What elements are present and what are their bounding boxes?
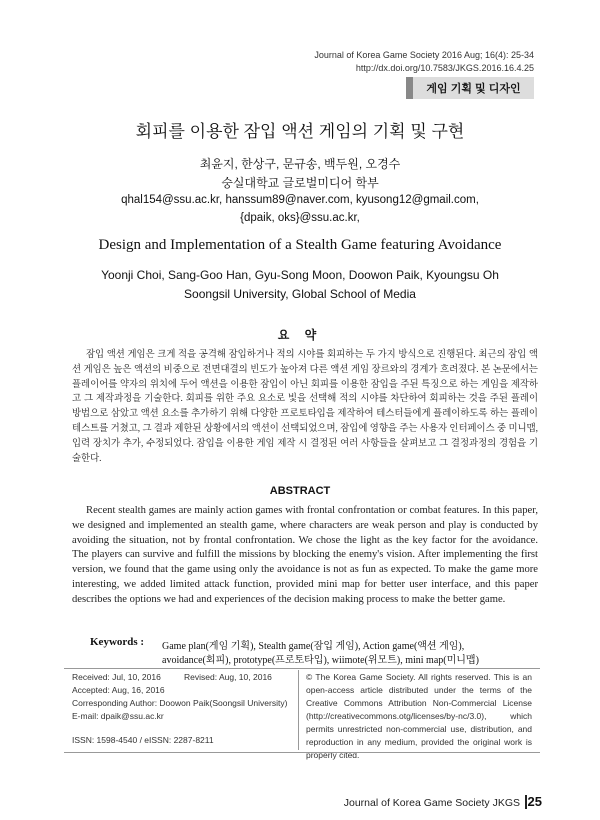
category-label: 게임 기획 및 디자인 xyxy=(413,77,534,99)
authors-english: Yoonji Choi, Sang-Goo Han, Gyu-Song Moon, Doowon Paik, Kyoungsu Oh xyxy=(101,268,499,282)
keywords-list-continued: avoidance(회피), prototype(프로토타입), wiimote(위모트), mini map(미니맵) xyxy=(162,655,479,666)
keywords-label: Keywords : xyxy=(90,636,145,648)
paper-title-english: Design and Implementation of a Stealth Game featuring Avoidance xyxy=(98,237,502,253)
category-marker xyxy=(406,77,413,99)
author-emails: qhal154@ssu.ac.kr, hanssum89@naver.com, kyusong12@gmail.com, xyxy=(121,194,479,206)
received-date: Received: Jul, 10, 2016 xyxy=(72,672,161,682)
footer-journal-name: Journal of Korea Game Society JKGS xyxy=(343,797,520,809)
journal-citation: Journal of Korea Game Society 2016 Aug; 16(4): 25-34 xyxy=(314,50,534,60)
abstract-english-heading: ABSTRACT xyxy=(269,485,331,497)
accepted-date: Accepted: Aug, 16, 2016 xyxy=(72,685,165,695)
category-tag xyxy=(406,77,534,99)
affiliation-korean: 숭실대학교 글로벌미디어 학부 xyxy=(221,176,379,190)
revised-date: Revised: Aug, 10, 2016 xyxy=(184,672,272,682)
info-top-rule xyxy=(64,668,540,669)
info-column-divider xyxy=(298,670,299,750)
abstract-english-body: Recent stealth games are mainly action games with frontal confrontation or combat features. In this paper, we designed and implemented an stealth game, where characters are weak person and play is conducted by avoiding the situation, not by frontal confrontation. We chose the light as the key factor for the avoidance. The players can survive and fulfill the missions by blocking the enemy's vision. After implementing the first version, we found that the game using only the avoidance is not as fun as expected. To make the game more interesting, we added limited attack function, provided mini map for better user interface, and this paper describes the options we had and experiences of the decision making process to make the better game. xyxy=(72,505,538,605)
keywords-list: Game plan(게임 기획), Stealth game(잠입 게임), Action game(액션 게임), xyxy=(162,641,465,652)
corresponding-author: Corresponding Author: Doowon Paik(Soongsil University) xyxy=(72,698,288,708)
authors-korean: 최윤지, 한상구, 문규송, 백두원, 오경수 xyxy=(199,157,401,171)
author-emails-continued: {dpaik, oks}@ssu.ac.kr, xyxy=(240,212,360,224)
abstract-korean-heading: 요 약 xyxy=(277,328,323,342)
paper-title-korean: 회피를 이용한 잠입 액션 게임의 기획 및 구현 xyxy=(135,122,465,141)
corresponding-email: E-mail: dpaik@ssu.ac.kr xyxy=(72,711,164,721)
info-bottom-rule xyxy=(64,752,540,753)
abstract-korean-body: 잠입 액션 게임은 크게 적을 공격해 잠입하거나 적의 시야를 회피하는 두 가지 방식으로 진행된다. 최근의 잠입 액션 게임은 높은 액션의 비중으로 전면대결의 빈도가 높아져 다른 액션 게임 장르와의 경계가 흐려졌다. 본 논문에서는 플레이어를 약자의 위치에 두어 액션을 이용한 잠입이 아닌 회피를 이용한 잠입을 주된 특징으로 하는 게임을 제작하고 그 제작과정을 기술한다. 회피를 위한 주요 요소로 빛을 선택해 적의 시야를 차단하여 회피하는 것을 주된 플레이 방법으로 삼았고 액션 요소를 추가하기 위해 다양한 프로토타입을 제작하여 테스터들에게 플레이하도록 하는 플레이 테스트를 거쳤고, 그 결과 제한된 상황에서의 액션이 선택되었으며, 잠입에 영향을 주는 사용자 인터페이스 중 미니맵, 입력 장치가 추가, 수정되었다. 잠입을 이용한 게임 제작 시 결정된 여러 사항들을 살펴보고 그 결정과정의 경험을 기술한다. xyxy=(72,350,538,464)
doi-link[interactable]: http://dx.doi.org/10.7583/JKGS.2016.16.4.25 xyxy=(355,63,534,73)
affiliation-english: Soongsil University, Global School of Media xyxy=(184,287,416,301)
issn: ISSN: 1598-4540 / eISSN: 2287-8211 xyxy=(72,735,214,745)
license-notice: © The Korea Game Society. All rights reserved. This is an open-access article distributed under the terms of the Creative Commons Attribution Non-Commercial License (http://creativecommons.otg/licenses/by-nc/3.0), which permits unrestricted non-commercial use, distribution, and reproduction in any medium, provided the original work is properly cited. xyxy=(306,672,532,760)
page-number: 25 xyxy=(527,794,542,809)
